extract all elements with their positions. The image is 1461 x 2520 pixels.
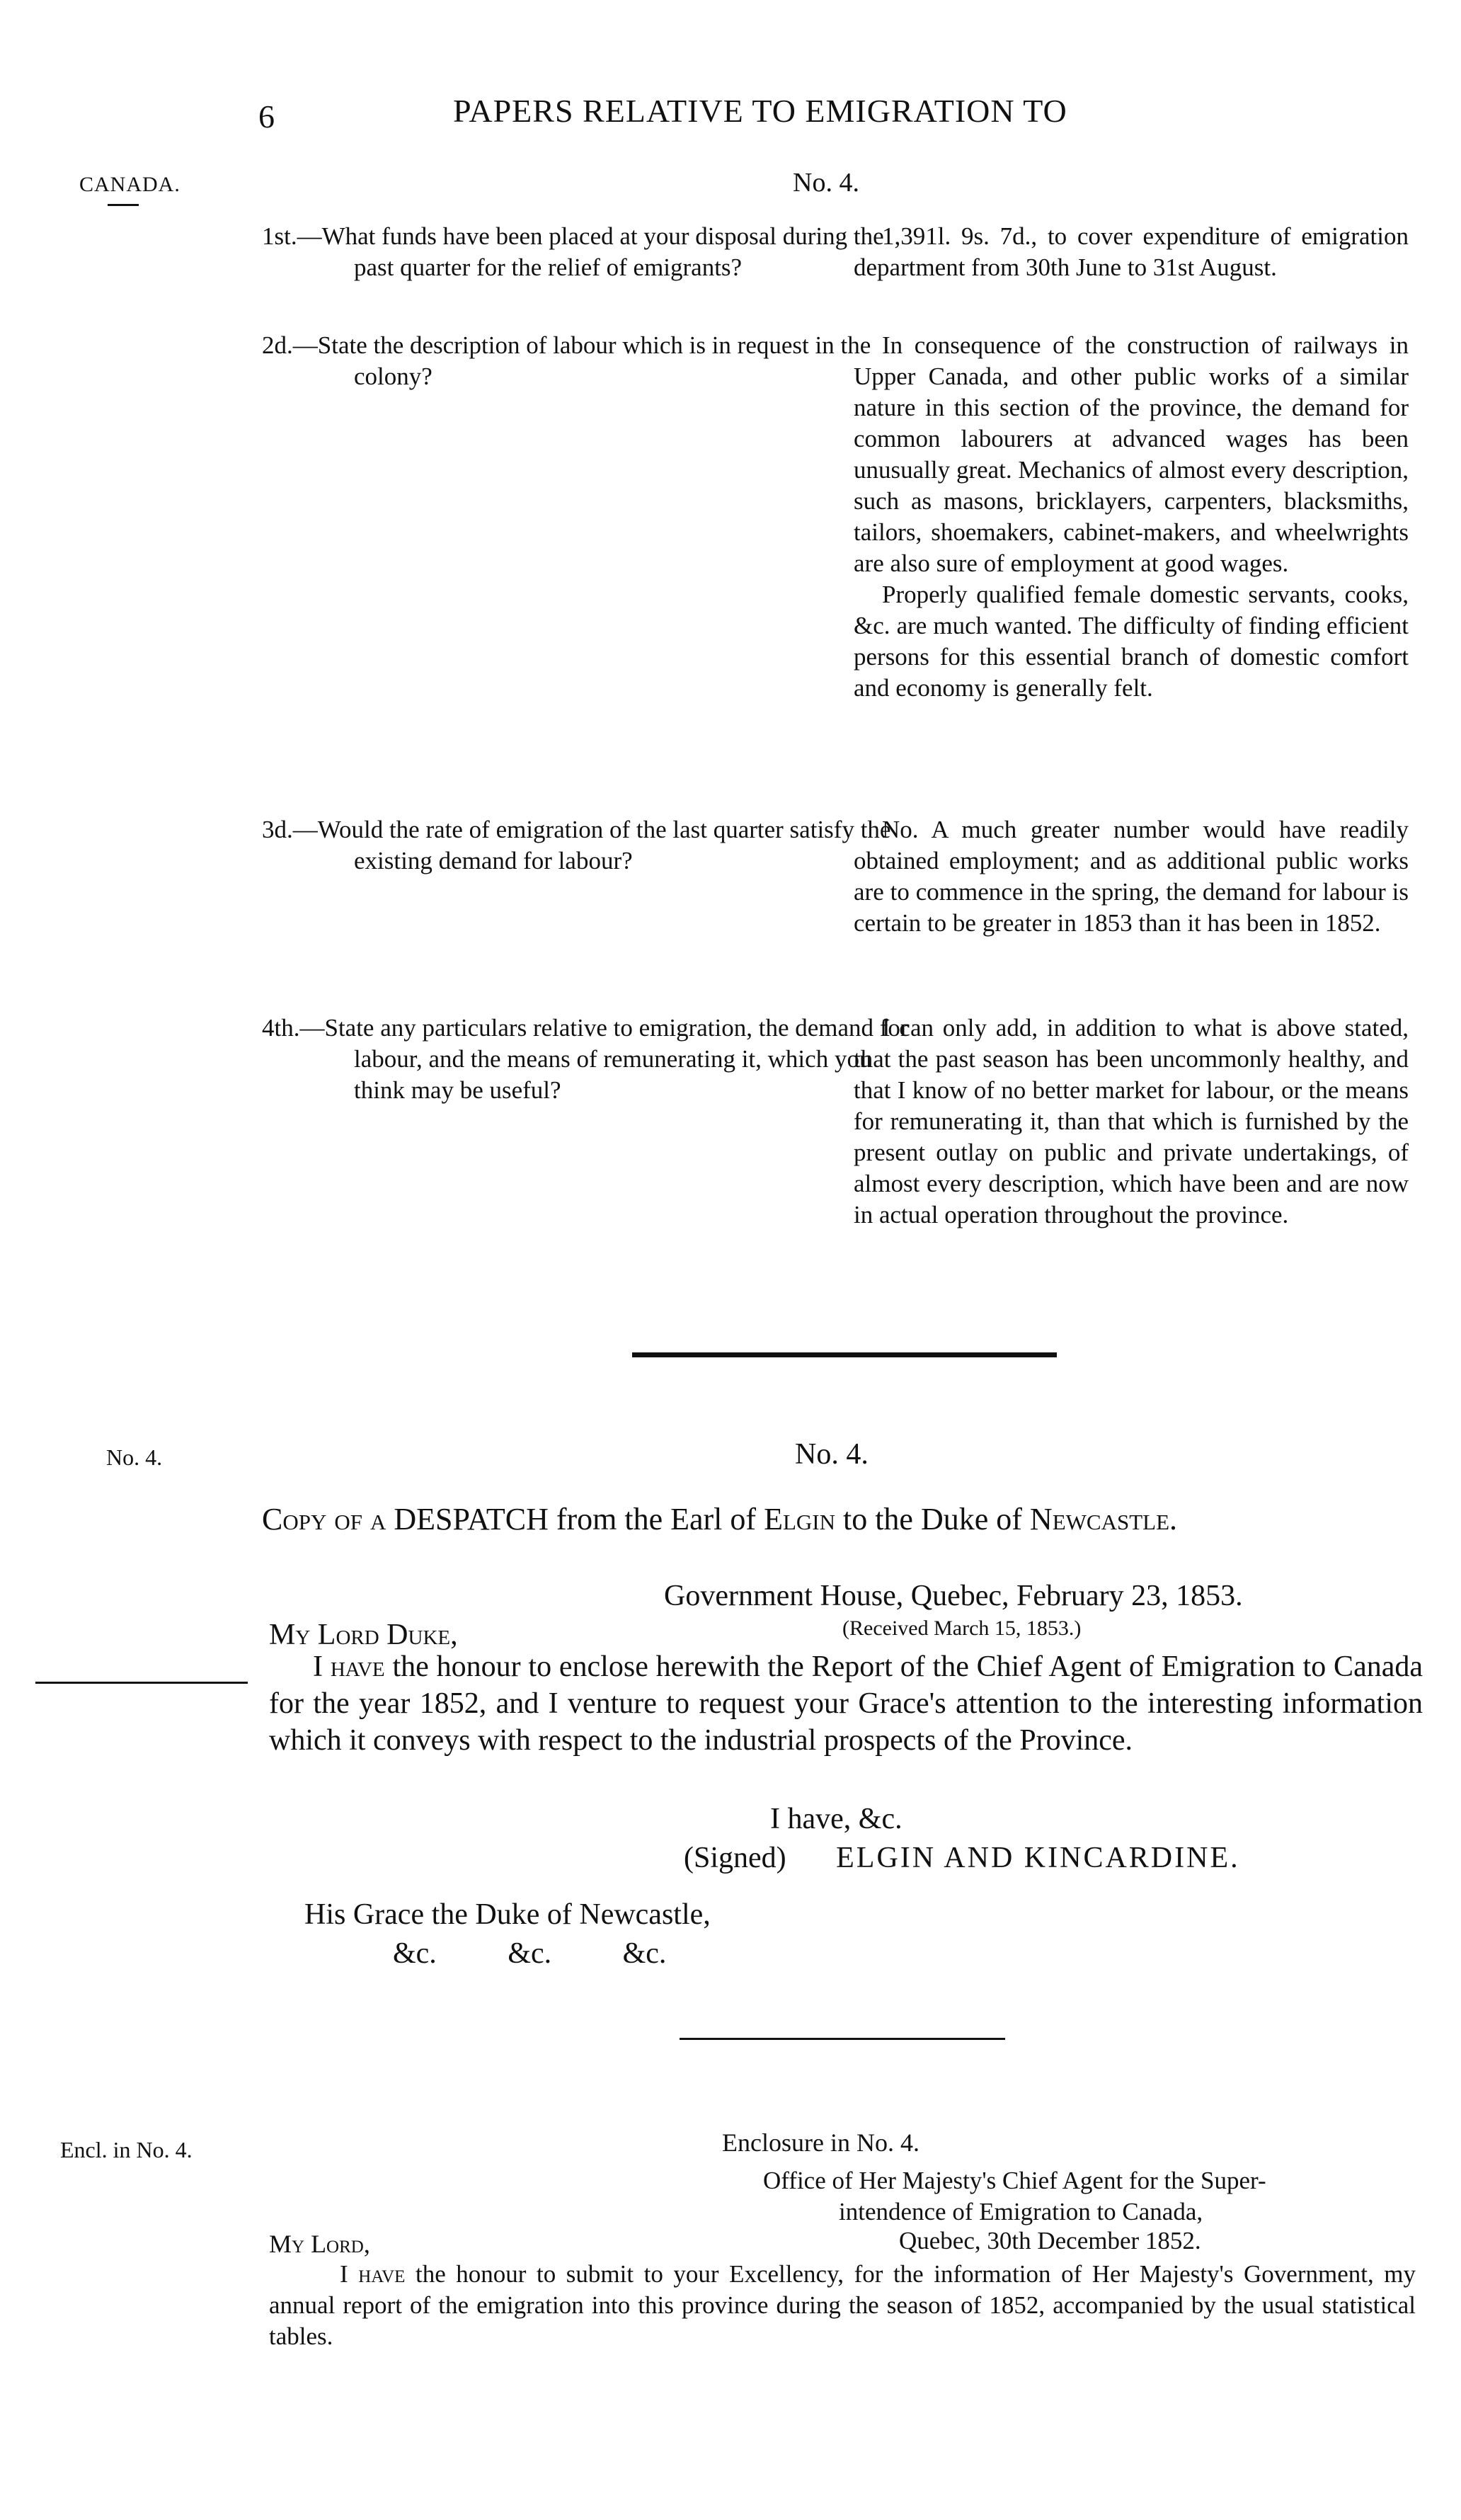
answer-1 [854,221,1409,283]
page-number: 6 [258,98,275,135]
etc-2: &c. [508,1937,552,1970]
running-title-text: PAPERS RELATIVE TO EMIGRATION TO [453,93,1067,129]
etc-1: &c. [393,1937,437,1970]
enclosure-office-line-1: Office of Her Majesty's Chief Agent for the Super- [763,2167,1266,2194]
enclosure-body [269,2259,1416,2352]
despatch-etc [393,1937,666,1971]
despatch-title-prefix: Copy of a [262,1502,386,1536]
answer-4-para-1: I can only add, in addition to what is above stated, that the past season has been uncommonly healthy, and that I know of no better market for labour, or the means for remunerating it, than that which is furnished by the present outlay on public and private undertakings, of almost every description, which have been and are now in actual operation throughout the province. [854,1014,1409,1228]
answer-1-para-1: 1,391l. 9s. 7d., to cover expenditure of emigration department from 30th June to 31st August. [854,222,1409,281]
section1-heading: No. 4. [793,168,859,198]
answer-3 [854,814,1409,939]
despatch-body-text: the honour to enclose herewith the Report of the Chief Agent of Emigration to Canada for the year 1852, and I venture to request your Grace's attention to the interesting information which it conveys with respect to the industrial prospects of the Province. [269,1650,1423,1757]
question-2: 2d.—State the description of labour which is in request in the colony? [262,331,871,390]
enclosure-salutation: My Lord, [269,2230,370,2258]
despatch-title-from: from the Earl of [556,1502,757,1536]
enclosure-body-text: the honour to submit to your Excellency, for the information of Her Majesty's Government, my annual report of the emigration into this province during the season of 1852, accompanied by the usual statistical tables. [269,2260,1416,2350]
despatch-heading: No. 4. [795,1438,869,1471]
enclosure-place-date: Quebec, 30th December 1852. [899,2227,1201,2254]
despatch-place-date: Government House, Quebec, February 23, 1853. [664,1580,1243,1612]
despatch-addressee: His Grace the Duke of Newcastle, [304,1898,711,1931]
despatch-received: (Received March 15, 1853.) [842,1617,1082,1640]
despatch-closing: I have, &c. [770,1803,903,1835]
despatch-salutation: My Lord Duke, [269,1619,458,1651]
etc-3: &c. [622,1937,667,1970]
answer-2-para-1: In consequence of the construction of railways in Upper Canada, and other public works of a similar nature in this section of the province, the demand for common labourers at advanced wages has been unusually great. Mechanics of almost every description, such as masons, bricklayers, carpenters, blacksmiths, tailors, shoemakers, cabinet-makers, and wheelwrights are also sure of employment at good wages. [854,331,1409,577]
margin-encl: Encl. in No. 4. [60,2137,193,2162]
despatch-opening: I have [313,1650,385,1683]
question-4: 4th.—State any particulars relative to emigration, the demand for labour, and the means of remunerating it, which you think may be useful? [262,1014,909,1104]
question-3: 3d.—Would the rate of emigration of the last quarter satisfy the existing demand for labour? [262,816,891,874]
despatch-title [262,1501,1423,1537]
despatch-title-earl: Elgin [764,1502,835,1536]
question-1: 1st.—What funds have been placed at your disposal during the past quarter for the relief of emigrants? [262,222,884,281]
section-divider-thin [680,2038,1005,2040]
enclosure-heading: Enclosure in No. 4. [722,2128,919,2157]
despatch-signed-line [684,1841,1240,1875]
answer-2-para-2: Properly qualified female domestic servants, cooks, &c. are much wanted. The difficulty of finding efficient persons for this essential branch of domestic comfort and economy is generally felt. [854,581,1409,702]
despatch-title-duke: Newcastle. [1029,1502,1178,1536]
running-title [453,92,1444,130]
despatch-title-to: to the Duke of [842,1502,1022,1536]
section-divider-thick [632,1352,1057,1357]
answer-3-para-1: No. A much greater number would have readily obtained employment; and as additional public works are to commence in the spring, the demand for labour is certain to be greater in 1853 than it has been in 1852. [854,816,1409,937]
margin-canada-label: CANADA. [79,173,181,196]
margin-canada-rule [108,204,139,206]
answer-4 [854,1013,1409,1231]
despatch-title-main: DESPATCH [394,1502,549,1536]
margin-no4: No. 4. [106,1444,163,1470]
margin-canada [79,173,181,206]
despatch-body [269,1648,1423,1759]
margin-rule-despatch [35,1682,248,1684]
despatch-signature: ELGIN AND KINCARDINE. [836,1842,1240,1874]
despatch-signed-label: (Signed) [684,1842,786,1874]
answer-2 [854,330,1409,704]
enclosure-opening: I have [340,2260,406,2288]
enclosure-office-line-2: intendence of Emigration to Canada, [839,2198,1203,2225]
